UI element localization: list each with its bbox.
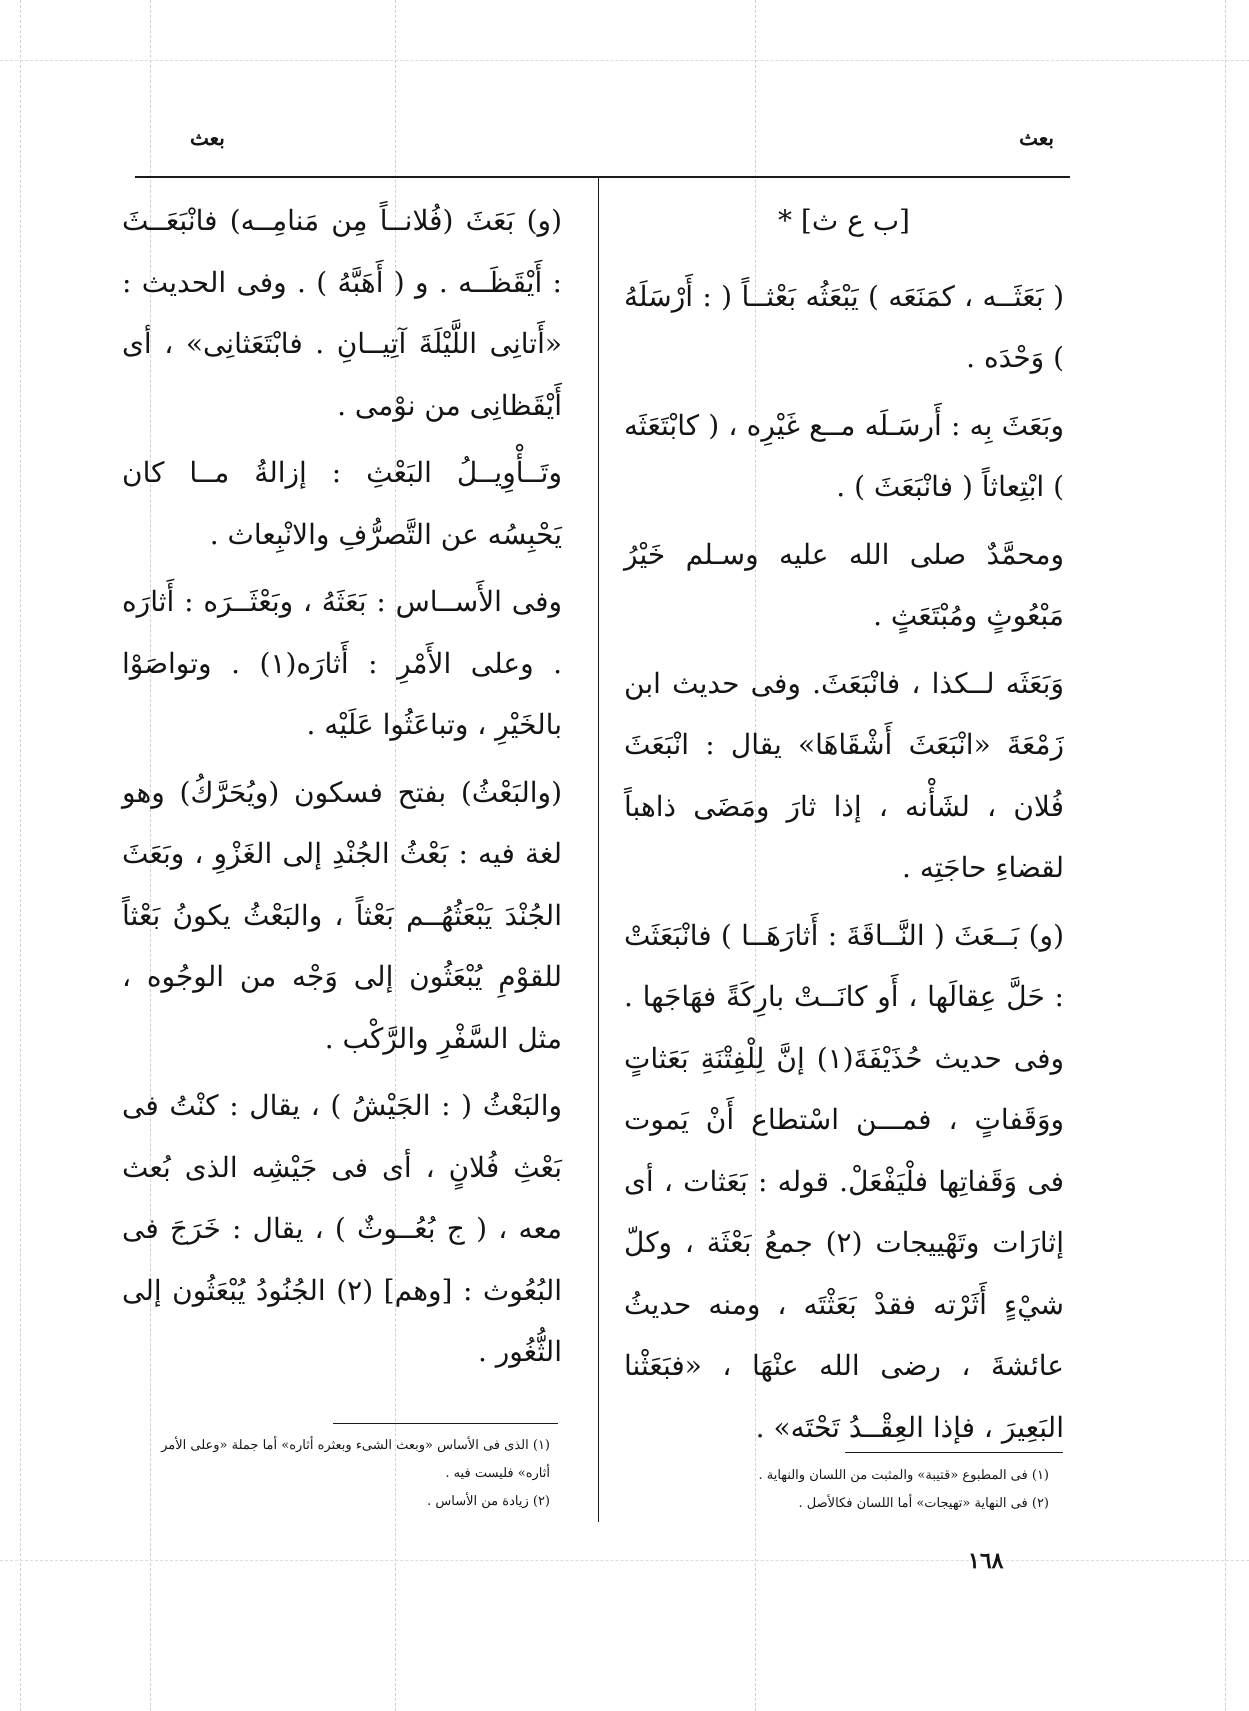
footnote: (٢) زيادة من الأساس .	[427, 1494, 550, 1509]
entry-headword: [ب ع ث] *	[778, 204, 910, 237]
page-number: ١٦٨	[968, 1548, 1004, 1574]
scan-guide	[0, 1560, 1249, 1561]
running-head-right: بعث	[1019, 126, 1054, 150]
right-column	[624, 190, 1064, 1464]
footnotes-left	[130, 1432, 550, 1516]
footnotes-right	[649, 1462, 1049, 1518]
paragraph: (و) بَعَثَ (فُلانــاً مِن مَنامِــه) فانْبَعَــثَ : أَيْقَظَــه . و ( أَهَبَّهُ ) . وفى الحديث : «أَتانِى اللَّيْلَةَ آتِيــانِ . فابْتَعَثانِى» ، أى أَيْقَظانِى من نوْمى .	[122, 204, 562, 422]
paragraph: وفى الأَســاس : بَعَثَهُ ، وبَعْثَــرَه : أَثارَه . وعلى الأَمْرِ : أَثارَه(١) . وتواصَوْا بالخَيْرِ ، وتباعَثُوا عَلَيْه .	[122, 585, 562, 741]
footnote: (٢) فى النهاية «تهيجات» أما اللسان فكالأصل .	[798, 1496, 1049, 1511]
column-divider	[598, 177, 599, 1522]
paragraph: وبَعَثَ بِه : أَرسَـلَه مــع غَيْرِه ، ( كابْتَعَثَه ) ابْتِعاثاً ( فانْبَعَثَ ) .	[624, 408, 1064, 503]
left-column	[122, 190, 562, 1389]
footnote: (١) الذى فى الأساس «وبعث الشىء وبعثره أثاره» أما جملة «وعلى الأمر أثاره» فليست فيه .	[161, 1438, 550, 1481]
footnote-rule	[333, 1423, 558, 1424]
paragraph: وتَــأْوِيــلُ البَعْثِ : إزالةُ مــا كان يَحْبِسُه عن التَّصرُّفِ والانْبِعاث .	[122, 456, 562, 551]
paragraph: ومحمَّدٌ صلى الله عليه وسـلم خَيْرُ مَبْعُوثٍ ومُبْتَعَثٍ .	[624, 537, 1064, 632]
footnote: (١) فى المطبوع «قتيبة» والمثبت من اللسان والنهاية .	[758, 1468, 1049, 1483]
paragraph: ( بَعَثَــه ، كمَنَعَه ) يَبْعَثُه بَعْثــاً ( : أَرْسَلَهُ ) وَحْدَه .	[624, 279, 1064, 374]
header-rule	[135, 176, 1070, 178]
scan-guide	[0, 60, 1249, 61]
paragraph: والبَعْثُ ( : الجَيْشُ ) ، يقال : كنْتُ فى بَعْثِ فُلانٍ ، أى فى جَيْشِه الذى بُعث معه ، ( ج بُعُــوثٌ ) ، يقال : خَرَجَ فى البُعُوث : [وهم] (٢) الجُنُودُ يُبْعَثُون إلى الثُّغُور .	[122, 1089, 562, 1368]
paragraph: (و) بَــعَثَ ( النَّــاقَةَ : أَثارَهَــا ) فانْبَعَثَتْ : حَلَّ عِقالَها ، أَو كانَــتْ بارِكَةً فهَاجَها . وفى حديث حُذَيْفَةَ(١) إنَّ لِلْفِتْنَةِ بَعَثاتٍ ووَقَفاتٍ ، فمـــن اسْتطاع أَنْ يَموت فى وَقَفاتِها فلْيَفْعَلْ. قوله : بَعَثات ، أى إثارَات وتَهْييجات (٢) جمعُ بَعْثَة ، وكلّ شيْءٍ أَثَرْته فقدْ بَعَثْتَه ، ومنه حديثُ عائشةَ ، رضى الله عنْهَا ، «فبَعَثْنا البَعِيرَ ، فإذا العِقْــدُ تَحْتَه» .	[624, 918, 1064, 1444]
paragraph: وَبَعَثَه لــكذا ، فانْبَعَثَ. وفى حديث ابن زَمْعَةَ «انْبَعَثَ أَشْقَاهَا» يقال : انْبَعَثَ فُلان ، لشَأْنه ، إذا ثارَ ومَضَى ذاهباً لقضاءِ حاجَتِه .	[624, 666, 1064, 884]
scan-guide	[1225, 0, 1226, 1711]
paragraph: (والبَعْثُ) بفتح فسكون (ويُحَرَّكُ) وهو لغة فيه : بَعْثُ الجُنْدِ إلى الغَزْوِ ، وبَعَثَ الجُنْدَ يَبْعَثُهُــم بَعْثاً ، والبَعْثُ يكونُ بَعْثاً للقوْمِ يُبْعَثُون إلى وَجْه من الوجُوه ، مثل السَّفْرِ والرَّكْب .	[122, 775, 562, 1055]
running-head-left: بعث	[190, 126, 225, 150]
scan-guide	[20, 0, 21, 1711]
footnote-rule	[845, 1452, 1063, 1453]
